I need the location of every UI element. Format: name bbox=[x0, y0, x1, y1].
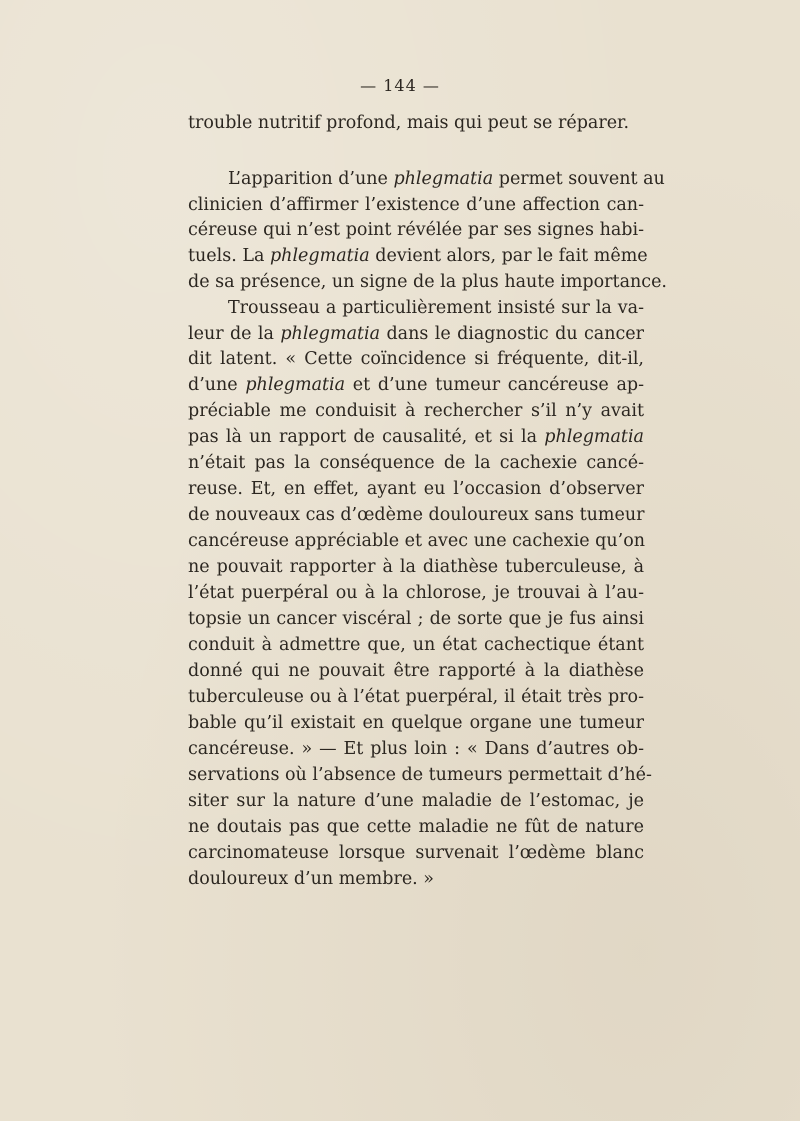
text-line bbox=[188, 424, 644, 450]
italic-term: phlegmatia bbox=[245, 375, 346, 395]
text-line bbox=[188, 684, 644, 710]
text-line bbox=[188, 110, 644, 136]
text-line bbox=[188, 166, 665, 192]
text-segment: tuels. La bbox=[188, 246, 270, 266]
text-segment: permet souvent au bbox=[493, 169, 665, 189]
text-line bbox=[188, 346, 644, 372]
text-line bbox=[188, 502, 644, 528]
text-segment: cancéreuse appréciable et avec une cachexie qu’on bbox=[188, 531, 646, 551]
text-segment: ne doutais pas que cette maladie ne fût de nature bbox=[188, 817, 644, 837]
text-segment: dans le diagnostic du cancer bbox=[380, 324, 644, 344]
text-segment: ne pouvait rapporter à la diathèse tuberculeuse, à bbox=[188, 557, 644, 577]
text-segment: d’une bbox=[188, 375, 246, 395]
text-line bbox=[188, 554, 644, 580]
italic-term: phlegmatia bbox=[393, 169, 494, 189]
text-segment: l’état puerpéral ou à la chlorose, je trouvai à l’au- bbox=[188, 583, 644, 603]
text-line bbox=[188, 372, 644, 398]
text-segment: préciable me conduisit à rechercher s’il n’y avait bbox=[188, 401, 644, 421]
text-line bbox=[188, 736, 644, 762]
text-segment: et d’une tumeur cancéreuse ap- bbox=[345, 375, 644, 395]
text-segment: conduit à admettre que, un état cachectique étant bbox=[188, 635, 644, 655]
text-segment: trouble nutritif profond, mais qui peut se réparer. bbox=[188, 113, 630, 133]
text-line bbox=[188, 606, 644, 632]
text-line bbox=[188, 321, 644, 347]
text-segment: devient alors, par le fait même bbox=[369, 246, 648, 266]
text-line bbox=[188, 528, 644, 554]
italic-term: phlegmatia bbox=[544, 427, 644, 447]
text-segment: céreuse qui n’est point révélée par ses signes habi- bbox=[188, 220, 644, 240]
text-line bbox=[188, 866, 644, 892]
text-line bbox=[188, 269, 667, 295]
text-segment: dit latent. « Cette coïncidence si fréquente, dit-il, bbox=[188, 349, 644, 369]
text-segment: de nouveaux cas d’œdème douloureux sans tumeur bbox=[188, 505, 645, 525]
text-line bbox=[188, 762, 652, 788]
text-segment: pas là un rapport de causalité, et si la bbox=[188, 427, 545, 447]
text-segment: servations où l’absence de tumeurs permettait d’hé- bbox=[188, 765, 652, 785]
text-segment: douloureux d’un membre. » bbox=[188, 869, 435, 889]
page-number: — 144 — bbox=[360, 76, 440, 95]
text-segment: n’était pas la conséquence de la cachexie cancé- bbox=[188, 453, 644, 473]
text-segment: topsie un cancer viscéral ; de sorte que je fus ainsi bbox=[188, 609, 644, 629]
text-line bbox=[188, 398, 644, 424]
text-segment: tuberculeuse ou à l’état puerpéral, il était très pro- bbox=[188, 687, 644, 707]
text-segment: bable qu’il existait en quelque organe une tumeur bbox=[188, 713, 644, 733]
text-line bbox=[188, 243, 648, 269]
text-segment: siter sur la nature d’une maladie de l’estomac, je bbox=[188, 791, 644, 811]
text-line bbox=[188, 450, 644, 476]
text-segment: donné qui ne pouvait être rapporté à la diathèse bbox=[188, 661, 644, 681]
text-line bbox=[188, 840, 644, 866]
text-segment: leur de la bbox=[188, 324, 281, 344]
text-line bbox=[188, 814, 644, 840]
text-segment: reuse. Et, en effet, ayant eu l’occasion d’observer bbox=[188, 479, 644, 499]
text-segment: L’apparition d’une bbox=[228, 169, 394, 189]
text-line bbox=[188, 788, 644, 814]
text-line bbox=[188, 658, 644, 684]
italic-term: phlegmatia bbox=[269, 246, 370, 266]
text-segment: de sa présence, un signe de la plus haute importance. bbox=[188, 272, 667, 292]
text-line bbox=[188, 217, 644, 243]
text-line bbox=[188, 580, 644, 606]
text-line bbox=[188, 295, 644, 321]
text-segment: clinicien d’affirmer l’existence d’une affection can- bbox=[188, 195, 644, 215]
text-line bbox=[188, 476, 644, 502]
text-segment: Trousseau a particulièrement insisté sur la va- bbox=[228, 298, 644, 318]
text-segment: cancéreuse. » — Et plus loin : « Dans d’autres ob- bbox=[188, 739, 644, 759]
text-segment: carcinomateuse lorsque survenait l’œdème blanc bbox=[188, 843, 644, 863]
text-line bbox=[188, 710, 644, 736]
text-line bbox=[188, 632, 644, 658]
text-line bbox=[188, 192, 644, 218]
italic-term: phlegmatia bbox=[280, 324, 381, 344]
